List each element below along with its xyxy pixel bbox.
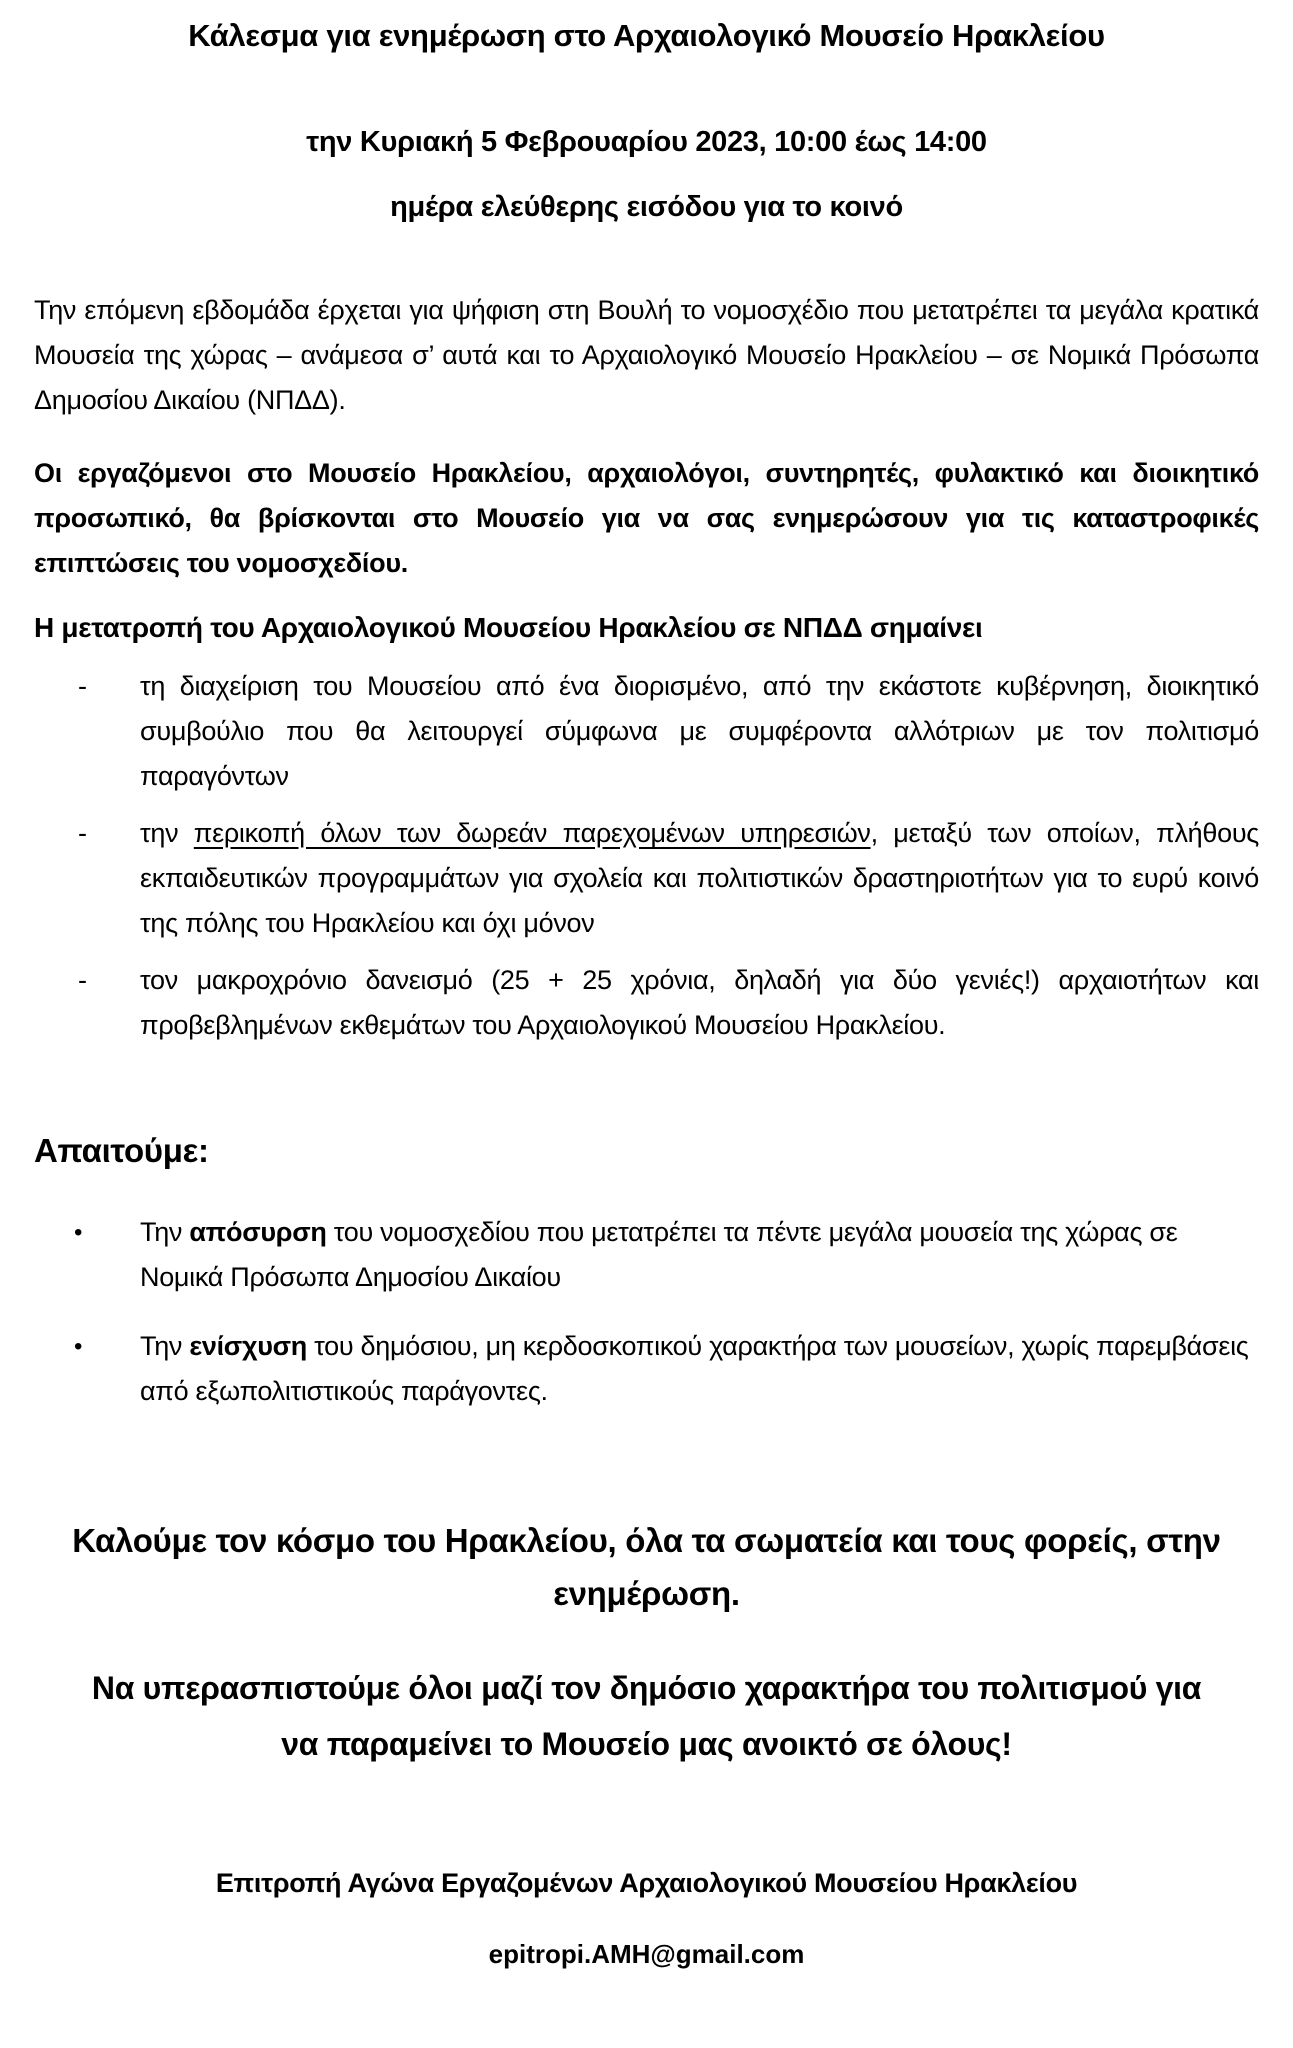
demand-item-rest: του δημόσιου, μη κερδοσκοπικού χαρακτήρα των μουσείων, χωρίς παρεμβάσεις από εξωπολιτιστικούς παράγοντες.: [140, 1331, 1249, 1406]
intro-paragraph: Την επόμενη εβδομάδα έρχεται για ψήφιση στη Βουλή το νομοσχέδιο που μετατρέπει τα μεγάλα κρατικά Μουσεία της χώρας – ανάμεσα σ’ αυτά και το Αρχαιολογικό Μουσείο Ηρακλείου – σε Νομικά Πρόσωπα Δημοσίου Δικαίου (ΝΠΔΔ).: [34, 295, 1259, 415]
defend-culture-line: Να υπερασπιστούμε όλοι μαζί τον δημόσιο χαρακτήρα του πολιτισμού για να παραμείνει το Μουσείο μας ανοικτό σε όλους!: [91, 1670, 1202, 1762]
contact-email: epitropi.AMH@gmail.com: [488, 1939, 805, 1969]
meaning-item-text: [140, 958, 1259, 1048]
meaning-item: [78, 811, 1259, 946]
meaning-item-rest: , μεταξύ των οποίων, πλήθους εκπαιδευτικών προγραμμάτων για σχολεία και πολιτιστικών δραστηριοτήτων για το ευρύ κοινό της πόλης του Ηρακλείου και όχι μόνον: [140, 818, 1259, 938]
demands-heading: Απαιτούμε:: [34, 1132, 209, 1169]
dash-marker: -: [78, 671, 87, 701]
meaning-item-text: [140, 664, 1259, 799]
dash-marker: -: [78, 965, 87, 995]
demand-item-prefix: Την: [140, 1331, 190, 1361]
meaning-item: [78, 664, 1259, 799]
demand-item: [74, 1324, 1259, 1414]
workers-paragraph: Οι εργαζόμενοι στο Μουσείο Ηρακλείου, αρχαιολόγοι, συντηρητές, φυλακτικό και διοικητικό προσωπικό, θα βρίσκονται στο Μουσείο για να σας ενημερώσουν για τις καταστροφικές επιπτώσεις του νομοσχεδίου.: [34, 458, 1259, 578]
demand-item-text: [140, 1210, 1259, 1300]
demand-item-bold: ενίσχυση: [189, 1331, 307, 1361]
meaning-item-text: [140, 811, 1259, 946]
demand-item-text: [140, 1324, 1259, 1414]
event-date-line: την Κυριακή 5 Φεβρουαρίου 2023, 10:00 έως 14:00: [306, 126, 987, 158]
meaning-item-rest: τη διαχείριση του Μουσείου από ένα διορισμένο, από την εκάστοτε κυβέρνηση, διοικητικό συμβούλιο που θα λειτουργεί σύμφωνα με συμφέροντα αλλότριων με τον πολιτισμό παραγόντων: [140, 671, 1259, 791]
bullet-marker: •: [74, 1219, 83, 1246]
meaning-item-prefix: την: [140, 818, 194, 848]
demand-item-rest: του νομοσχεδίου που μετατρέπει τα πέντε μεγάλα μουσεία της χώρας σε Νομικά Πρόσωπα Δημοσίου Δικαίου: [140, 1217, 1178, 1292]
meaning-list: [34, 664, 1259, 1048]
demand-item: [74, 1210, 1259, 1300]
meaning-item-underline: περικοπή όλων των δωρεάν παρεχομένων υπηρεσιών: [193, 818, 871, 848]
demand-item-bold: απόσυρση: [189, 1217, 327, 1247]
meaning-heading: Η μετατροπή του Αρχαιολογικού Μουσείου Ηρακλείου σε ΝΠΔΔ σημαίνει: [34, 612, 983, 643]
page-title: Κάλεσμα για ενημέρωση στο Αρχαιολογικό Μουσείο Ηρακλείου: [188, 18, 1105, 53]
call-to-public-line: Καλούμε τον κόσμο του Ηρακλείου, όλα τα σωματεία και τους φορείς, στην ενημέρωση.: [72, 1522, 1221, 1612]
meaning-item: [78, 958, 1259, 1048]
dash-marker: -: [78, 818, 87, 848]
demand-item-prefix: Την: [140, 1217, 190, 1247]
meaning-item-rest: τον μακροχρόνιο δανεισμό (25 + 25 χρόνια, δηλαδή για δύο γενιές!) αρχαιοτήτων και προβεβλημένων εκθεμάτων του Αρχαιολογικού Μουσείου Ηρακλείου.: [140, 965, 1259, 1040]
bullet-marker: •: [74, 1333, 83, 1360]
demands-list: [34, 1210, 1259, 1414]
committee-signature: Επιτροπή Αγώνα Εργαζομένων Αρχαιολογικού Μουσείου Ηρακλείου: [215, 1868, 1078, 1898]
free-entry-line: ημέρα ελεύθερης εισόδου για το κοινό: [390, 191, 903, 223]
